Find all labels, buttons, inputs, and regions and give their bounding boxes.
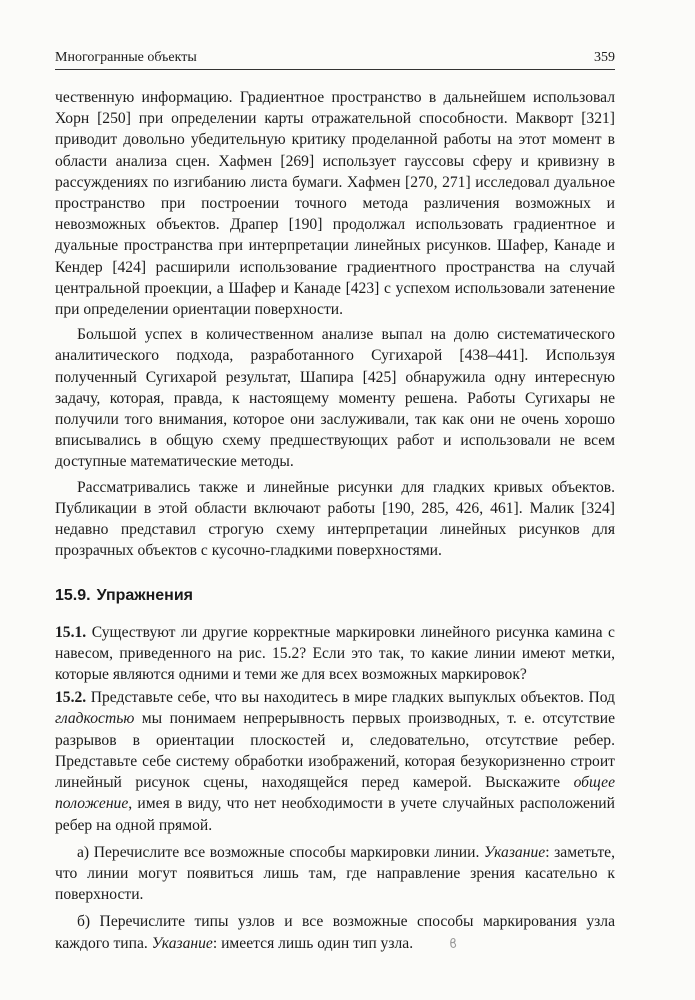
section-title: Упражнения: [96, 587, 194, 605]
hint-label: Указание: [484, 843, 546, 861]
page: [55, 50, 615, 955]
running-header: [55, 50, 615, 70]
page-number: 359: [594, 50, 615, 65]
exercise-text: Существуют ли другие корректные маркировки линейного рисунка камина с навесом, приведенного на рис. 15.2? Если это так, то какие линии имеют метки, которые являются одними и теми же для всех возможных маркировок?: [55, 623, 615, 684]
body-text: [55, 87, 615, 955]
exercise-text-part: мы понимаем непрерывность первых производных, т. е. отсутствие разрывов в ориентации плоскостей и, следовательно, отсутствие ребер. Представьте себе систему обработки изображений, которая безукоризненно строит линейный рисунок сцены, находящейся перед камерой. Выскажите: [55, 710, 615, 792]
term-smoothness: гладкостью: [55, 710, 135, 728]
exercise-15-2-b: [55, 911, 615, 954]
paragraph-2: Большой успех в количественном анализе выпал на долю систематического аналитического подхода, разработанного Сугихарой [438–441]. Используя полученный Сугихарой результат, Шапира [425] обнаружила одну интересную задачу, которая, правда, к настоящему моменту решена. Работы Сугихары не получили того внимания, которое они заслуживали, так как они не очень хорошо вписывались в общую схему предшествующих работ и использовали не всем доступные математические методы.: [55, 326, 615, 471]
hint-label: Указание: [151, 934, 213, 952]
exercise-15-2-a: [55, 842, 615, 906]
subtask-text: б) Перечислите типы узлов и все возможные способы маркирования узла каждого типа.: [55, 913, 615, 952]
term-general-position: общее положение: [55, 774, 615, 813]
running-title: Многогранные объекты: [55, 50, 197, 65]
hint-text: : имеется лишь один тип узла.: [212, 934, 414, 952]
paragraph-3: Рассматривались также и линейные рисунки для гладких кривых объектов. Публикации в этой области включают работы [190, 285, 426, 461]. Малик [324] недавно представил строгую схему интерпретации линейных рисунков для прозрачных объектов с кусочно-гладкими поверхностями.: [55, 478, 615, 560]
section-number: 15.9.: [55, 587, 91, 605]
exercise-text-part: , имея в виду, что нет необходимости в учете случайных расположений ребер на одной прямой.: [55, 795, 615, 834]
subtask-text: а) Перечислите все возможные способы маркировки линии.: [77, 843, 485, 861]
section-heading: [55, 585, 615, 606]
exercise-number: 15.2.: [55, 689, 87, 707]
exercise-text-part: Представьте себе, что вы находитесь в мире гладких выпуклых объектов. Под: [90, 689, 615, 707]
exercise-15-2: [55, 687, 615, 835]
paragraph-1: чественную информацию. Градиентное пространство в дальнейшем использовал Хорн [250] при определении карты отражательной способности. Макворт [321] приводит довольно убедительную критику проделанной работы на этот момент в области анализа сцен. Хафмен [269] использует гауссовы сферу и кривизну в рассуждениях по изгибанию листа бумаги. Хафмен [270, 271] исследовал дуальное пространство при построении точного метода различения возможных и невозможных объектов. Драпер [190] продолжал использовать градиентное и дуальные пространства при интерпретации линейных рисунков. Шафер, Канаде и Кендер [424] расширили использование градиентного пространства на случай центральной проекции, а Шафер и Канаде [423] с успехом использовали затенение при определении ориентации поверхности.: [55, 89, 615, 319]
exercise-15-1: [55, 622, 615, 686]
hint-text: : заметьте, что линии могут появиться лишь там, где направление зрения касательно к поверхности.: [55, 843, 615, 904]
pencil-mark-icon: ϐ: [449, 936, 458, 952]
exercise-number: 15.1.: [55, 623, 87, 641]
